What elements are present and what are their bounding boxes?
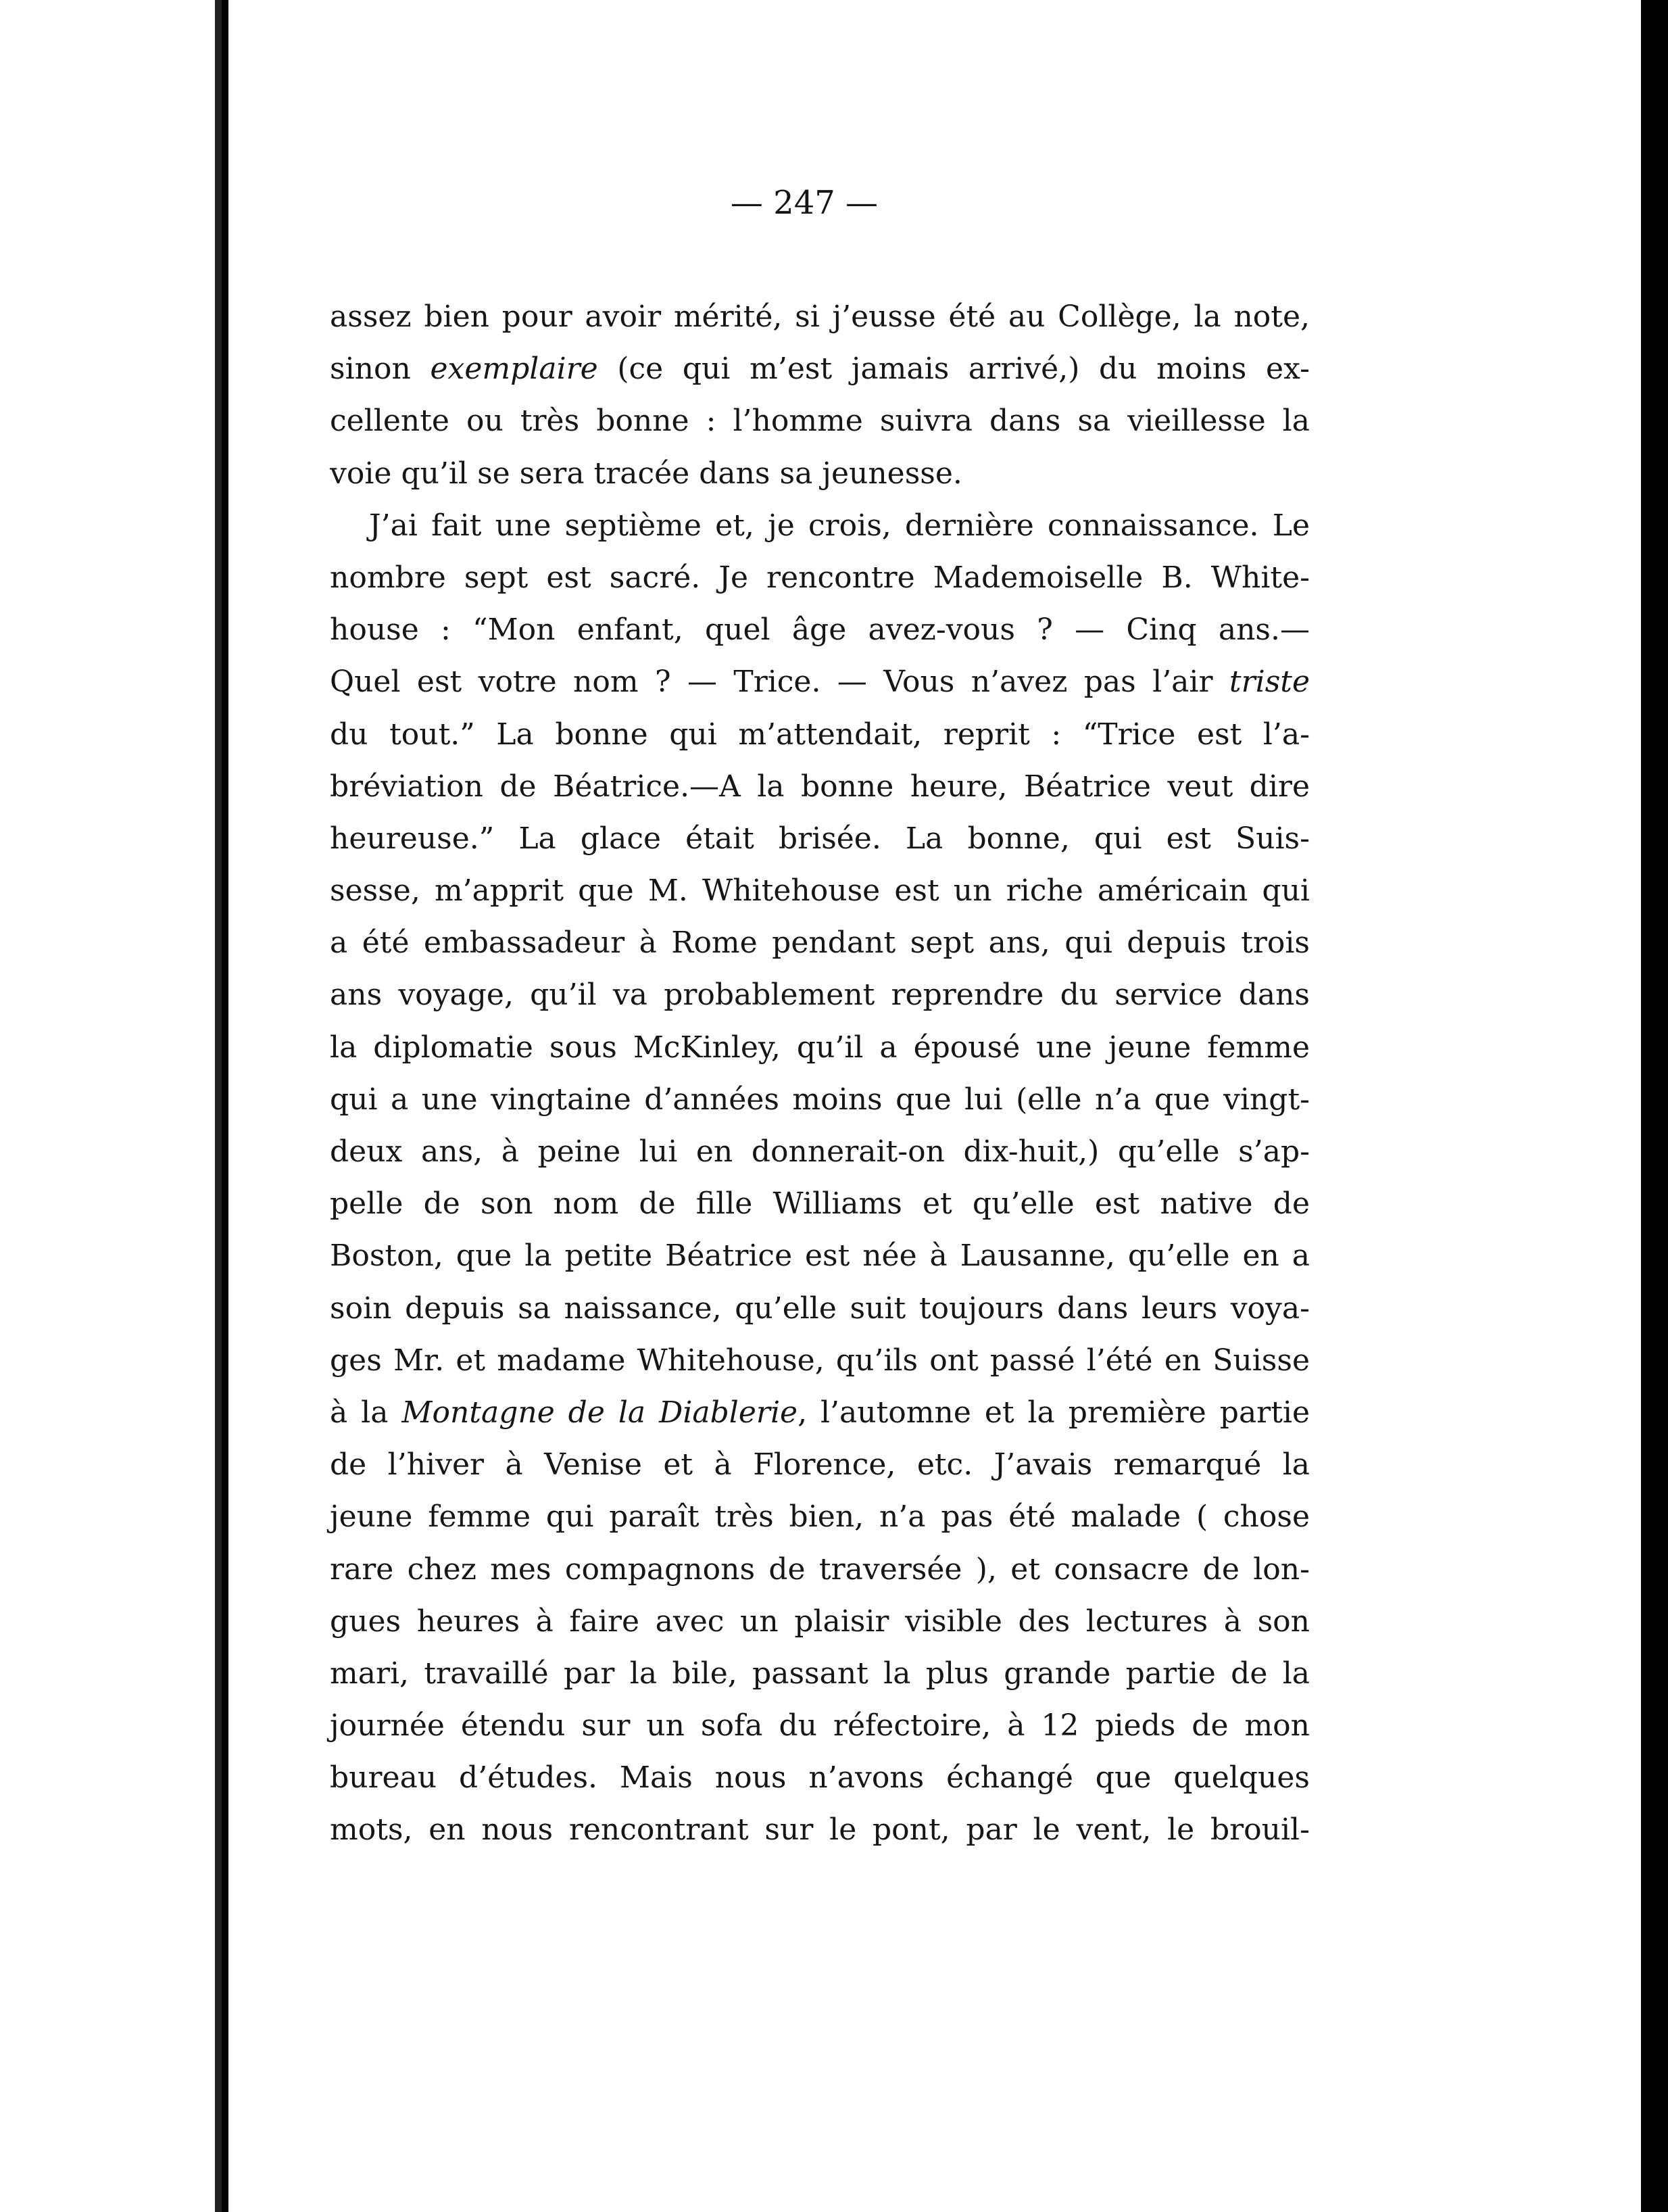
binding-gutter — [222, 0, 228, 2212]
italic-term: triste — [1229, 665, 1310, 700]
text-line: deux ans, à peine lui en donnerait-on dix-huit,) qu’elle s’ap- — [330, 1134, 1310, 1169]
text-line: ges Mr. et madame Whitehouse, qu’ils ont passé l’été en Suisse — [330, 1343, 1310, 1378]
text-line: Quel est votre nom ? — Trice. — Vous n’avez pas l’air triste — [330, 665, 1310, 700]
text-line: pelle de son nom de fille Williams et qu’elle est native de — [330, 1186, 1310, 1222]
text-line: jeune femme qui paraît très bien, n’a pas été malade ( chose — [330, 1499, 1310, 1535]
text-line: mari, travaillé par la bile, passant la plus grande partie de la — [330, 1656, 1310, 1691]
text-line: heureuse.” La glace était brisée. La bonne, qui est Suis- — [330, 821, 1310, 856]
scan-border — [1641, 0, 1668, 2212]
text-line: qui a une vingtaine d’années moins que lui (elle n’a que vingt- — [330, 1082, 1310, 1117]
text-line: assez bien pour avoir mérité, si j’eusse été au Collège, la note, — [330, 299, 1310, 334]
text-line: journée étendu sur un sofa du réfectoire, à 12 pieds de mon — [330, 1708, 1310, 1744]
text-line: nombre sept est sacré. Je rencontre Mademoiselle B. White- — [330, 560, 1310, 595]
text-line: J’ai fait une septième et, je crois, dernière connaissance. Le — [369, 508, 1310, 543]
italic-place-name: Montagne de la Diablerie — [401, 1395, 798, 1430]
text-line: Boston, que la petite Béatrice est née à Lausanne, qu’elle en a — [330, 1239, 1310, 1274]
text-line: du tout.” La bonne qui m’attendait, reprit : “Trice est l’a- — [330, 717, 1310, 752]
text-line: cellente ou très bonne : l’homme suivra dans sa vieillesse la — [330, 404, 1310, 439]
text-line: mots, en nous rencontrant sur le pont, par le vent, le brouil- — [330, 1812, 1310, 1848]
left-facing-page — [0, 0, 223, 2212]
text-line: house : “Mon enfant, quel âge avez-vous ? — Cinq ans.— — [330, 612, 1310, 648]
text-line: de l’hiver à Venise et à Florence, etc. J’avais remarqué la — [330, 1447, 1310, 1483]
page-number: — 247 — — [730, 184, 879, 222]
text-line: soin depuis sa naissance, qu’elle suit toujours dans leurs voya- — [330, 1291, 1310, 1326]
text-line: bréviation de Béatrice.—A la bonne heure, Béatrice veut dire — [330, 769, 1310, 804]
text-line: a été embassadeur à Rome pendant sept ans, qui depuis trois — [330, 925, 1310, 961]
text-line: sesse, m’apprit que M. Whitehouse est un riche américain qui — [330, 873, 1310, 909]
text-line: ans voyage, qu’il va probablement reprendre du service dans — [330, 978, 1310, 1013]
page-edge-shadow — [215, 0, 222, 2212]
text-line: voie qu’il se sera tracée dans sa jeunesse. — [330, 456, 962, 491]
text-line: gues heures à faire avec un plaisir visible des lectures à son — [330, 1604, 1310, 1639]
text-line: bureau d’études. Mais nous n’avons échangé que quelques — [330, 1760, 1310, 1796]
text-line: rare chez mes compagnons de traversée ), et consacre de lon- — [330, 1552, 1310, 1587]
text-line: à la Montagne de la Diablerie, l’automne et la première partie — [330, 1395, 1310, 1430]
text-line: la diplomatie sous McKinley, qu’il a épousé une jeune femme — [330, 1030, 1310, 1065]
italic-term: exemplaire — [430, 352, 598, 387]
body-text — [330, 291, 1310, 1856]
text-line: sinon exemplaire (ce qui m’est jamais arrivé,) du moins ex- — [330, 352, 1310, 387]
